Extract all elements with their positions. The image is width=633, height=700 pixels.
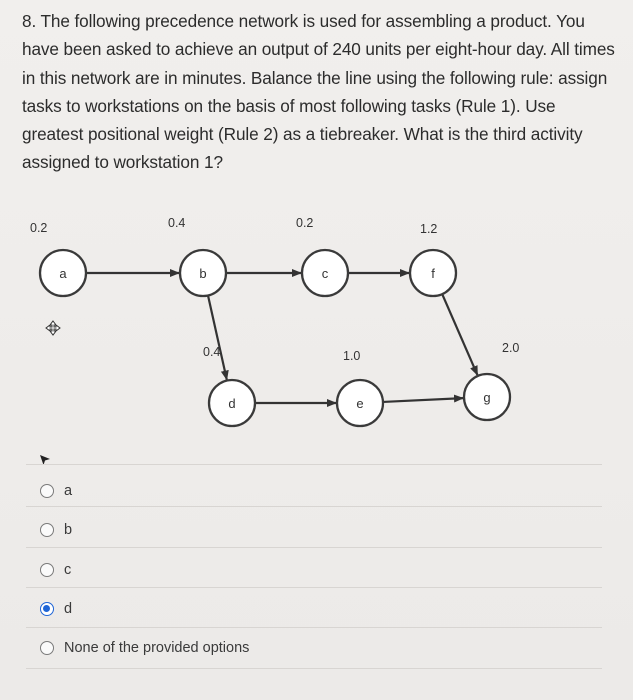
node-time-e: 1.0 bbox=[343, 349, 361, 363]
edge-e-g bbox=[383, 398, 463, 402]
question-text: 8. The following precedence network is used for assembling a product. You have been asked to achieve an output of 240 units per eight-hour day. All times in this network are in minutes. Balance the line using the following rule: assign tasks to workstations on the basis of most following tasks (Rule 1). Use greatest positional weight (Rule 2) as a tiebreaker. What is the third activity assigned to workstation 1? bbox=[22, 11, 615, 173]
option-d[interactable] bbox=[40, 598, 72, 620]
divider bbox=[26, 668, 602, 669]
node-b bbox=[168, 216, 226, 296]
node-time-f: 1.2 bbox=[420, 222, 438, 236]
node-time-c: 0.2 bbox=[296, 216, 314, 230]
node-label-f: f bbox=[431, 266, 435, 281]
node-time-a: 0.2 bbox=[30, 221, 48, 235]
divider bbox=[26, 587, 602, 588]
edge-b-d bbox=[208, 295, 227, 379]
divider bbox=[26, 547, 602, 548]
node-time-d: 0.4 bbox=[203, 345, 221, 359]
option-none[interactable] bbox=[40, 637, 249, 659]
option-label: c bbox=[64, 562, 72, 578]
node-time-g: 2.0 bbox=[502, 341, 520, 355]
option-label: a bbox=[64, 483, 73, 499]
option-label: None of the provided options bbox=[64, 640, 250, 656]
option-label: d bbox=[64, 601, 73, 617]
node-d bbox=[203, 345, 255, 426]
option-label: b bbox=[64, 522, 73, 538]
precedence-network-diagram bbox=[0, 190, 633, 460]
node-e bbox=[337, 349, 383, 426]
node-f bbox=[410, 222, 456, 296]
radio-b[interactable] bbox=[40, 523, 54, 537]
radio-c[interactable] bbox=[40, 563, 54, 577]
divider bbox=[26, 506, 602, 507]
node-label-b: b bbox=[199, 266, 207, 281]
node-g bbox=[464, 341, 519, 420]
move-cursor-icon bbox=[46, 321, 60, 335]
node-time-b: 0.4 bbox=[168, 216, 186, 230]
option-b[interactable] bbox=[40, 519, 72, 541]
radio-a[interactable] bbox=[40, 484, 54, 498]
node-label-g: g bbox=[483, 390, 491, 405]
node-label-a: a bbox=[59, 266, 67, 281]
radio-none[interactable] bbox=[40, 641, 54, 655]
edge-f-g bbox=[442, 294, 477, 375]
radio-d[interactable] bbox=[40, 602, 54, 616]
node-label-c: c bbox=[321, 266, 329, 281]
node-label-d: d bbox=[228, 396, 236, 411]
node-label-e: e bbox=[356, 396, 364, 411]
divider bbox=[26, 627, 602, 628]
option-c[interactable] bbox=[40, 559, 71, 581]
divider bbox=[26, 464, 602, 465]
node-a bbox=[30, 221, 86, 296]
option-a[interactable] bbox=[40, 480, 72, 502]
node-c bbox=[296, 216, 348, 296]
